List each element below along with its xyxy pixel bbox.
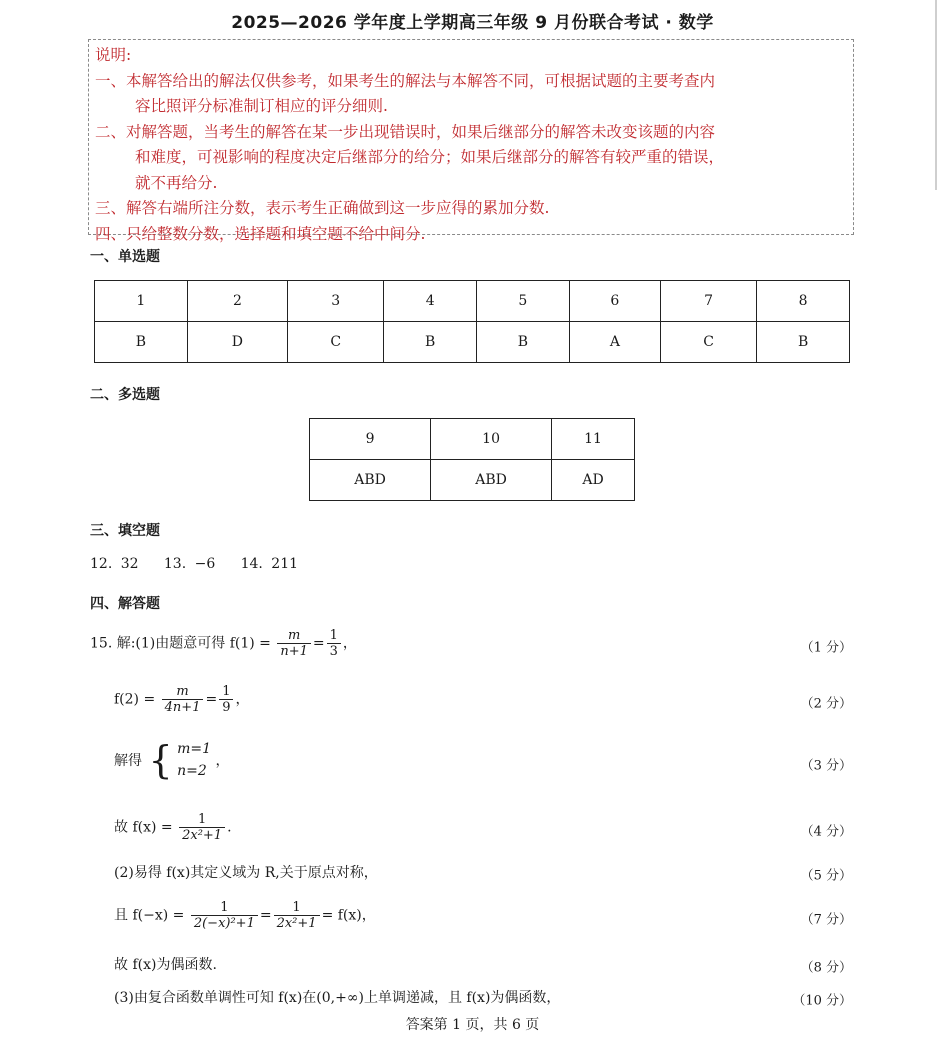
score-label: （3 分） (800, 758, 852, 774)
solution-line (114, 987, 860, 1011)
fraction-denominator: 2(−x)²+1 (193, 916, 255, 931)
table-row (310, 419, 635, 460)
question-number: 10 (431, 419, 552, 460)
question-number: 8 (757, 281, 850, 322)
fraction (191, 900, 258, 931)
answer-cell: D (187, 322, 287, 363)
score-label: （5 分） (800, 868, 852, 884)
question-number: 6 (569, 281, 660, 322)
instructions-header: 说明: (95, 46, 132, 64)
section-heading-solutions: 四、解答题 (90, 596, 160, 612)
solution-text: 故 f(x) = (114, 819, 173, 836)
fraction (277, 628, 311, 659)
question-number: 3 (288, 281, 384, 322)
fraction (219, 684, 233, 715)
question-number: 9 (310, 419, 431, 460)
brace-icon: { (148, 738, 173, 782)
fraction (162, 684, 204, 715)
instruction-line: 二、对解答题，当考生的解答在某一步出现错误时，如果后继部分的解答未改变该题的内容 (95, 122, 716, 141)
instruction-line: 就不再给分. (135, 173, 218, 192)
equation-row: m=1 (177, 741, 212, 757)
question-number: 7 (661, 281, 757, 322)
solution-line: 且 f(−x) = $\frac{1}{\text{2(−x)²+1}}$ = $\frac{1}{\text{2x²+1}}$ = f(x)， （7 分） (114, 900, 852, 931)
score-label: （10 分） (792, 993, 852, 1009)
fraction-numerator: 1 (179, 812, 225, 828)
table-row (95, 281, 850, 322)
fraction-numerator: m (162, 684, 204, 700)
solution-line: 解得 { m=1 n=2 ， （3 分） (114, 738, 852, 782)
score-label: （1 分） (800, 640, 852, 656)
page-title: 2025—2026 学年度上学期高三年级 9 月份联合考试 · 数学 (231, 13, 714, 33)
equation-rows (177, 738, 211, 782)
instruction-line: 三、解答右端所注分数，表示考生正确做到这一步应得的累加分数. (95, 199, 550, 217)
score-label: （8 分） (800, 960, 852, 976)
solution-text: f(2) = (114, 691, 156, 708)
table-row (310, 460, 635, 501)
answer-cell: ABD (310, 460, 431, 501)
fraction (274, 900, 320, 931)
fraction-numerator: 1 (191, 900, 258, 916)
question-number: 4 (384, 281, 477, 322)
fill-blank-answers: 12. 32 13. −6 14. 211 (90, 556, 299, 572)
equation-system (148, 738, 211, 782)
fraction-numerator: 1 (219, 684, 233, 700)
section-heading-single-choice: 一、单选题 (90, 249, 160, 265)
solution-line: f(2) = $\frac{m}{4n+1}$ = $\frac{1}{9}$ ， （2 分） (114, 684, 852, 715)
fraction-numerator: m (277, 628, 311, 644)
solution-line (114, 862, 860, 886)
question-number: 2 (187, 281, 287, 322)
solution-text: (3)由复合函数单调性可知 f(x)在(0,+∞)上单调递减，且 f(x)为偶函数， (114, 990, 561, 1006)
instruction-line: 四、只给整数分数，选择题和填空题不给中间分. (95, 224, 426, 243)
section-heading-fill-blank: 三、填空题 (90, 523, 160, 539)
answer-cell: B (95, 322, 188, 363)
fraction-denominator: 2x²+1 (276, 916, 317, 931)
instruction-line: 容比照评分标准制订相应的评分细则. (135, 97, 388, 115)
equation-tail: = f(x)， (321, 907, 376, 924)
solution-text: 15. 解:(1)由题意可得 f(1) = (90, 635, 271, 652)
multi-choice-table (309, 418, 635, 501)
answer-cell: ABD (431, 460, 552, 501)
table-row (95, 322, 850, 363)
fraction (327, 628, 341, 659)
answer-cell: C (661, 322, 757, 363)
instruction-line: 和难度，可视影响的程度决定后继部分的给分；如果后继部分的解答有较严重的错误， (135, 148, 725, 166)
section-heading-multi-choice: 二、多选题 (90, 387, 160, 403)
answer-cell: B (757, 322, 850, 363)
fraction-numerator: 1 (327, 628, 341, 644)
solution-text: 故 f(x)为偶函数. (114, 957, 217, 973)
question-number: 1 (95, 281, 188, 322)
answer-cell: B (384, 322, 477, 363)
instruction-line: 一、本解答给出的解法仅供参考，如果考生的解法与本解答不同，可根据试题的主要考查内 (95, 71, 716, 90)
fraction-denominator: 2x²+1 (182, 828, 223, 843)
fraction-denominator: n+1 (280, 644, 308, 659)
answer-cell: A (569, 322, 660, 363)
fraction-denominator: 4n+1 (164, 700, 201, 715)
solution-text: (2)易得 f(x)其定义域为 R,关于原点对称， (114, 865, 378, 881)
solution-text: 且 f(−x) = (114, 907, 185, 924)
solution-line: 15. 解:(1)由题意可得 f(1) = $\frac{m}{n+1}$ = $\frac{1}{3}$ ， （1 分） (90, 628, 852, 659)
fraction-denominator: 9 (222, 700, 231, 715)
instructions-box (88, 39, 854, 243)
score-label: （2 分） (800, 696, 852, 712)
fraction (179, 812, 225, 843)
question-number: 5 (477, 281, 570, 322)
solution-line (114, 954, 860, 978)
solution-line: 故 f(x) = $\frac{1}{\text{2x²+1}}$ . （4 分） (114, 812, 852, 843)
fraction-denominator: 3 (329, 644, 338, 659)
answer-cell: AD (552, 460, 635, 501)
page-footer: 答案第 1 页，共 6 页 (405, 1017, 540, 1033)
score-label: （7 分） (800, 912, 852, 928)
score-label: （4 分） (800, 824, 852, 840)
single-choice-table (94, 280, 850, 363)
answer-cell: C (288, 322, 384, 363)
equation-row: n=2 (177, 763, 207, 779)
answer-cell: B (477, 322, 570, 363)
question-number: 11 (552, 419, 635, 460)
solution-text: 解得 (114, 753, 142, 769)
fraction-numerator: 1 (274, 900, 320, 916)
